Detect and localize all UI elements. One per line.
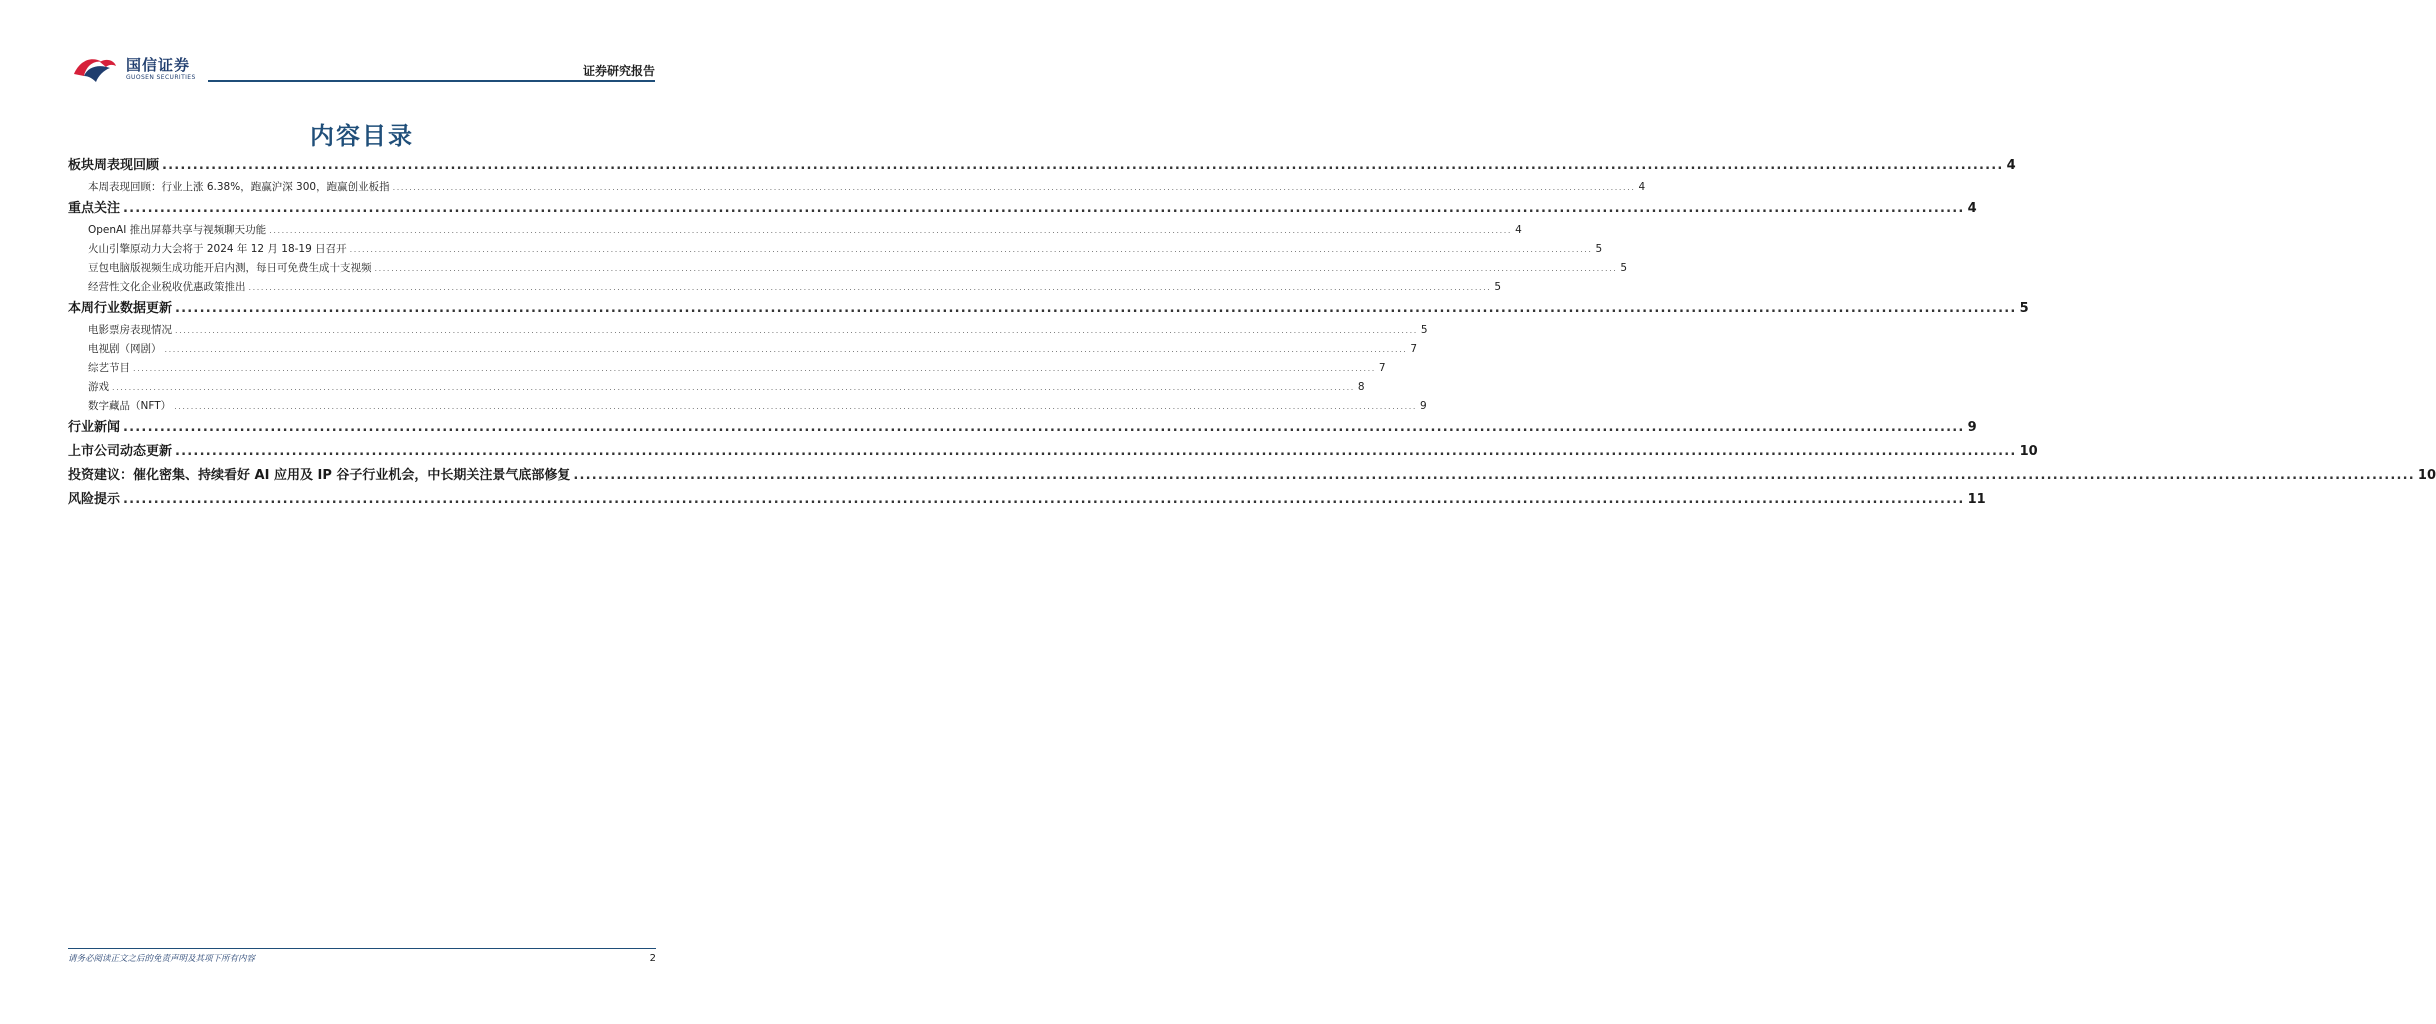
toc-entry-page: 11 [1967, 492, 1986, 507]
toc-leader-dots: ............................................................................................................................................................................................................................................................................................................ [174, 402, 1418, 411]
toc-entry-page: 5 [1620, 262, 1628, 274]
toc-leader-dots: ............................................................................................................................................................................................................................................................................................................ [164, 345, 1408, 354]
toc-entry-section[interactable] [68, 464, 2436, 488]
toc-entry-page: 9 [1420, 400, 1427, 412]
toc-leader-dots: ............................................................................................................................................................................................................................................................................................................ [162, 158, 2004, 173]
toc-leader-dots: ............................................................................................................................................................................................................................................................................................................ [175, 326, 1418, 335]
toc-entry-subsection[interactable] [68, 240, 1603, 259]
toc-leader-dots: ............................................................................................................................................................................................................................................................................................................ [349, 245, 1593, 254]
toc-entry-title: 火山引擎原动力大会将于 2024 年 12 月 18-19 日召开 [88, 243, 347, 255]
toc-entry-page: 10 [2019, 444, 2038, 459]
toc-entry-page: 4 [1638, 181, 1646, 193]
toc-entry-page: 5 [1595, 243, 1603, 255]
toc-entry-title: 游戏 [88, 381, 109, 393]
toc-entry-page: 8 [1357, 381, 1365, 393]
toc-entry-title: 电影票房表现情况 [88, 324, 172, 336]
toc-entry-page: 5 [1494, 281, 1502, 293]
toc-entry-section[interactable] [68, 197, 1977, 221]
toc-entry-title: 本周表现回顾：行业上涨 6.38%，跑赢沪深 300，跑赢创业板指 [88, 181, 390, 193]
footer-divider [68, 948, 656, 949]
toc-entry-page: 4 [1515, 224, 1522, 236]
toc-entry-page: 10 [2417, 468, 2436, 483]
toc-entry-page: 5 [2019, 301, 2029, 316]
toc-entry-section[interactable] [68, 416, 1977, 440]
toc-entry-page: 4 [2006, 158, 2016, 173]
toc-entry-title: 行业新闻 [68, 420, 121, 435]
toc-leader-dots: ............................................................................................................................................................................................................................................................................................................ [133, 364, 1376, 373]
toc-entry-title: 豆包电脑版视频生成功能开启内测，每日可免费生成十支视频 [88, 262, 372, 274]
toc-entry-subsection[interactable] [68, 321, 1428, 340]
report-type-label: 证券研究报告 [582, 64, 655, 78]
toc-entry-title: OpenAI 推出屏幕共享与视频聊天功能 [88, 224, 267, 236]
toc-leader-dots: ............................................................................................................................................................................................................................................................................................................ [392, 183, 1636, 192]
toc-entry-page: 4 [1967, 201, 1977, 216]
toc-entry-subsection[interactable] [68, 340, 1418, 359]
toc-leader-dots: ............................................................................................................................................................................................................................................................................................................ [175, 444, 2017, 459]
toc-entry-subsection[interactable] [68, 278, 1502, 297]
toc-entry-section[interactable] [68, 297, 2029, 321]
toc-leader-dots: ............................................................................................................................................................................................................................................................................................................ [573, 468, 2415, 483]
toc-entry-title: 本周行业数据更新 [68, 301, 173, 316]
toc-entry-title: 经营性文化企业税收优惠政策推出 [88, 281, 246, 293]
toc-leader-dots: ............................................................................................................................................................................................................................................................................................................ [123, 201, 1965, 216]
header-divider [208, 80, 655, 82]
logo-name-cn: 国信证券 [126, 55, 191, 74]
toc-leader-dots: ............................................................................................................................................................................................................................................................................................................ [248, 283, 1492, 292]
toc-entry-title: 风险提示 [68, 492, 121, 507]
toc-entry-subsection[interactable] [68, 178, 1646, 197]
toc-leader-dots: ............................................................................................................................................................................................................................................................................................................ [123, 420, 1965, 435]
toc-entry-page: 9 [1967, 420, 1977, 435]
toc-entry-section[interactable] [68, 154, 2016, 178]
guosen-logo [70, 54, 196, 84]
toc-entry-title: 重点关注 [68, 201, 121, 216]
toc-entry-subsection[interactable] [68, 221, 1522, 240]
toc-entry-section[interactable] [68, 488, 1986, 512]
toc-leader-dots: ............................................................................................................................................................................................................................................................................................................ [175, 301, 2017, 316]
toc-entry-subsection[interactable] [68, 259, 1628, 278]
toc-entry-title: 综艺节目 [88, 362, 130, 374]
logo-name-en: GUOSEN SECURITIES [126, 73, 196, 81]
toc-entry-title: 电视剧（网剧） [88, 343, 162, 355]
toc-leader-dots: ............................................................................................................................................................................................................................................................................................................ [112, 383, 1355, 392]
toc-entry-subsection[interactable] [68, 359, 1386, 378]
toc-entry-page: 5 [1420, 324, 1428, 336]
logo-mark-icon [70, 54, 120, 84]
page-number: 2 [649, 953, 656, 964]
toc-entry-title: 上市公司动态更新 [68, 444, 173, 459]
toc-entry-subsection[interactable] [68, 378, 1365, 397]
toc-entry-title: 板块周表现回顾 [68, 158, 160, 173]
toc-entry-page: 7 [1378, 362, 1386, 374]
footer-disclaimer: 请务必阅读正文之后的免责声明及其项下所有内容 [68, 954, 256, 964]
toc-entry-page: 7 [1410, 343, 1418, 355]
toc-leader-dots: ............................................................................................................................................................................................................................................................................................................ [123, 492, 1965, 507]
table-of-contents [68, 154, 2436, 512]
toc-entry-title: 投资建议：催化密集、持续看好 AI 应用及 IP 谷子行业机会，中长期关注景气底部修复 [68, 468, 571, 483]
toc-entry-section[interactable] [68, 440, 2038, 464]
toc-leader-dots: ............................................................................................................................................................................................................................................................................................................ [269, 226, 1513, 235]
toc-entry-title: 数字藏品（NFT） [88, 400, 172, 412]
toc-leader-dots: ............................................................................................................................................................................................................................................................................................................ [374, 264, 1618, 273]
toc-entry-subsection[interactable] [68, 397, 1427, 416]
page-title: 内容目录 [310, 122, 414, 150]
